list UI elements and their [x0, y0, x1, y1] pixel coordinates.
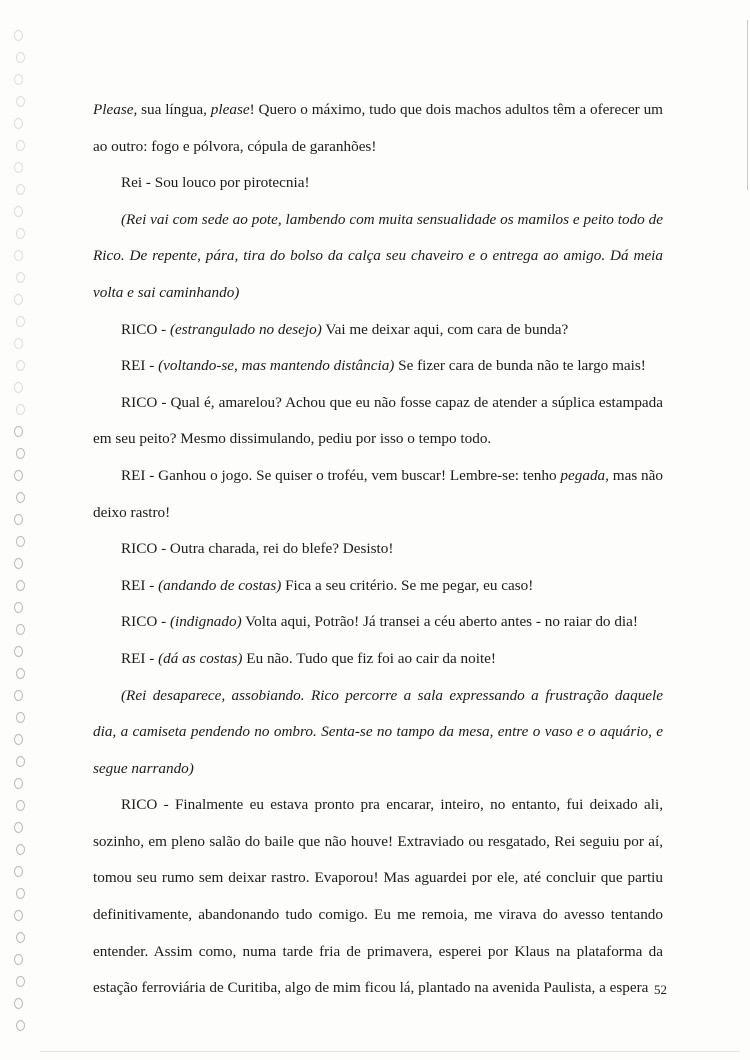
binding-hole	[16, 624, 25, 635]
dialogue-line	[93, 348, 663, 385]
binding-hole	[16, 932, 25, 943]
stage-direction	[93, 678, 663, 788]
italic-text: (indignado)	[169, 613, 242, 631]
binding-hole	[14, 206, 23, 217]
binding-hole	[14, 74, 23, 85]
text-run: Se fizer cara de bunda não te largo mais!	[394, 357, 646, 375]
binding-hole	[14, 382, 23, 393]
dialogue-line	[93, 787, 663, 1007]
dialogue-line	[93, 604, 663, 641]
binding-hole	[16, 448, 25, 459]
italic-text: (andando de costas)	[158, 576, 282, 594]
paragraph-continuation	[93, 92, 663, 165]
italic-text: (estrangulado no desejo)	[169, 320, 322, 338]
stage-direction	[93, 202, 663, 312]
binding-hole	[14, 734, 23, 745]
binding-hole	[14, 866, 23, 877]
italic-text: pegada	[560, 466, 606, 484]
binding-hole	[14, 514, 23, 525]
text-run: REI - Ganhou o jogo. Se quiser o troféu, vem buscar! Lembre-se: tenho	[121, 466, 561, 484]
italic-text: Please	[93, 101, 134, 118]
binding-hole	[14, 822, 23, 833]
binding-hole	[16, 52, 25, 63]
binding-hole	[16, 800, 25, 811]
binding-hole	[16, 228, 25, 239]
italic-text: (dá as costas)	[158, 649, 243, 667]
binding-hole	[14, 690, 23, 701]
text-run: REI -	[121, 357, 159, 375]
binding-hole	[16, 536, 25, 547]
text-run: Rei - Sou louco por pirotecnia!	[121, 174, 310, 192]
binding-hole	[16, 888, 25, 899]
binding-hole	[14, 250, 23, 261]
binding-hole	[14, 910, 23, 921]
text-run: REI -	[121, 576, 159, 594]
dialogue-line	[93, 531, 663, 568]
italic-text: (voltando-se, mas mantendo distância)	[158, 357, 395, 375]
dialogue-line	[93, 458, 663, 531]
binding-hole	[16, 492, 25, 503]
binding-hole	[14, 602, 23, 613]
dialogue-line	[93, 312, 663, 349]
text-run: RICO - Outra charada, rei do blefe? Desisto!	[121, 540, 394, 558]
binding-hole	[16, 360, 25, 371]
binding-hole	[14, 646, 23, 657]
text-run: Vai me deixar aqui, com cara de bunda?	[321, 320, 569, 338]
binding-hole	[16, 580, 25, 591]
binding-hole	[16, 140, 25, 151]
dialogue-line	[93, 641, 663, 678]
page-body	[93, 92, 663, 1007]
binding-hole	[14, 118, 23, 129]
binding-hole	[14, 558, 23, 569]
binding-hole	[14, 338, 23, 349]
binding-hole	[14, 998, 23, 1009]
text-run: ! Quero o máximo, tudo que dois machos adultos têm a oferecer um ao outro: fogo e pólvora, cópula de garanhões!	[93, 101, 663, 155]
scan-edge-line	[40, 1051, 740, 1052]
binding-hole	[16, 712, 25, 723]
text-run: REI -	[121, 649, 159, 667]
binding-hole	[14, 426, 23, 437]
italic-text: (Rei desaparece, assobiando. Rico percorre a sala expressando a frustração daquele dia, a camiseta pendendo no ombro. Senta-se no tampo da mesa, entre o vaso e o aquário, e segue narrando)	[93, 686, 663, 777]
binding-hole	[16, 756, 25, 767]
binding-hole	[14, 162, 23, 173]
binding-hole	[16, 976, 25, 987]
italic-text: please	[210, 101, 250, 118]
text-run: RICO -	[121, 613, 170, 631]
binding-hole	[16, 404, 25, 415]
binding-hole	[16, 844, 25, 855]
binding-holes	[14, 30, 44, 1060]
binding-hole	[16, 1020, 25, 1031]
page-number: 52	[654, 982, 667, 997]
binding-hole	[16, 96, 25, 107]
text-run: Volta aqui, Potrão! Já transei a céu aberto antes - no raiar do dia!	[241, 613, 638, 631]
text-run: RICO - Finalmente eu estava pronto pra encarar, inteiro, no entanto, fui deixado ali, sozinho, em pleno salão do baile que não houve! Extraviado ou resgatado, Rei seguiu por aí, tomou seu rumo sem deixar rastro. Evaporou! Mas aguardei por ele, até concluir que partiu definitivamente, abandonando tudo comigo. Eu me remoia, me virava do avesso tentando entender. Assim como, numa tarde fria de primavera, esperei por Klaus na plataforma da estação ferroviária de Curitiba, algo de mim ficou lá, plantado na avenida Paulista, a espera	[93, 796, 663, 997]
scan-edge-line	[747, 20, 748, 190]
dialogue-line	[93, 385, 663, 458]
text-run: Eu não. Tudo que fiz foi ao cair da noite!	[242, 649, 496, 667]
binding-hole	[14, 294, 23, 305]
binding-hole	[16, 184, 25, 195]
binding-hole	[14, 778, 23, 789]
binding-hole	[16, 668, 25, 679]
binding-hole	[14, 954, 23, 965]
binding-hole	[14, 30, 23, 41]
text-run: RICO -	[121, 320, 170, 338]
binding-hole	[14, 470, 23, 481]
italic-text: (Rei vai com sede ao pote, lambendo com muita sensualidade os mamilos e peito todo de Rico. De repente, pára, tira do bolso da calça seu chaveiro e o entrega ao amigo. Dá meia volta e sai caminhando)	[93, 210, 663, 301]
text-run: , sua língua,	[133, 101, 211, 118]
text-run: RICO - Qual é, amarelou? Achou que eu não fosse capaz de atender a súplica estampada em seu peito? Mesmo dissimulando, pediu por isso o tempo todo.	[93, 393, 663, 448]
dialogue-line	[93, 568, 663, 605]
text-run: Fica a seu critério. Se me pegar, eu caso!	[281, 576, 534, 594]
binding-hole	[16, 316, 25, 327]
text-run: , mas não deixo rastro!	[93, 466, 663, 521]
dialogue-line	[93, 165, 663, 202]
binding-hole	[16, 272, 25, 283]
